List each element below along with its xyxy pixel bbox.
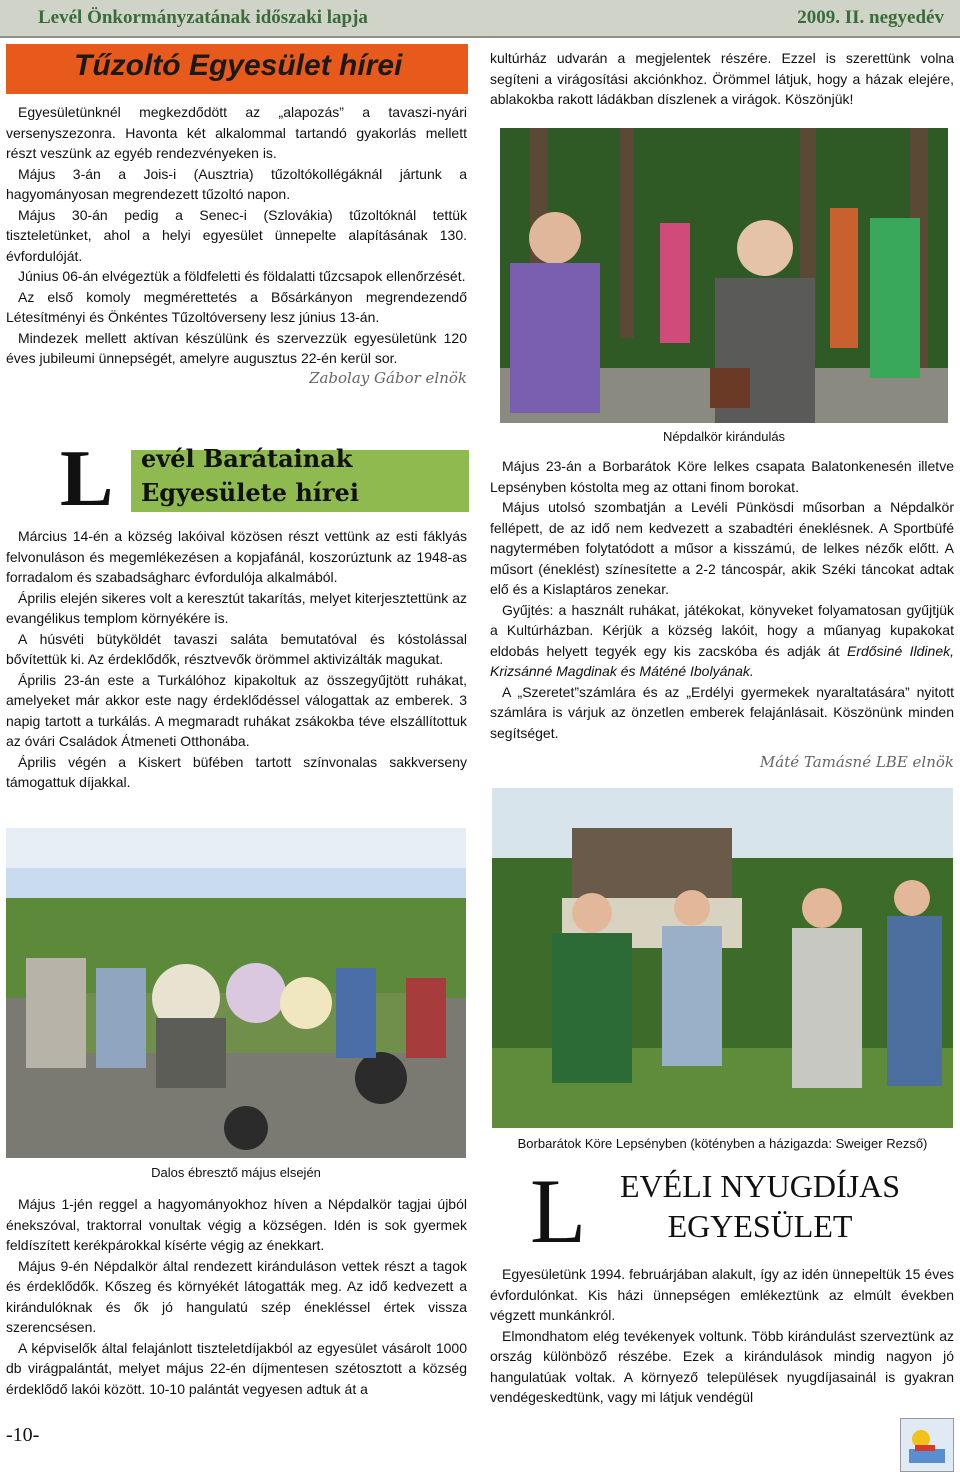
fire-paragraph: Május 3-án a Jois-i (Ausztria) tűzoltókollégáknál jártunk a hagyományosan megrendezett tűzoltó napon. — [6, 165, 467, 202]
pension-title-line1: EVÉLI NYUGDÍJAS — [620, 1168, 900, 1204]
folk-right-top — [490, 48, 954, 110]
pension-title-line2: EGYESÜLET — [667, 1208, 853, 1244]
friends-paragraph: Március 14-én a község lakóival közösen részt vettünk az esti fáklyás felvonuláson és megemlékezésen a kopjafánál, koszorúztunk az 1948-as forradalom és szabadságharc évfordulója alkalmából. — [6, 528, 467, 585]
pension-section-body — [490, 1264, 954, 1408]
photo-wine-friends — [492, 788, 953, 1128]
fire-section-body — [6, 102, 467, 387]
friends-title-line2: Egyesülete hírei — [141, 478, 359, 507]
fire-section-title: Tűzoltó Egyesület hírei — [74, 49, 403, 82]
fire-section-title-bar — [6, 44, 468, 94]
friends-section-body — [6, 526, 467, 793]
publication-title: Levél Önkormányzatának időszaki lapja — [38, 7, 368, 28]
photo-caption-hiking: Népdalkör kirándulás — [662, 429, 786, 444]
folk-paragraph: Május utolsó szombatján a Levéli Pünkösdi műsorban a Népdalkör fellépett, de az idő nem kedvezett a szabadtéri éneklésnek. A Sportbüfé nagytermében folytatódott a műsor a kisszámú, de lelkes nézők előtt. A műsort (éneklést) színesítette a 2-2 táncospár, akik Széki táncokat adtak elő és a Kislaptáros zenekar. — [490, 499, 954, 597]
fire-paragraph: Június 06-án elvégeztük a földfeletti és földalatti tűzcsapok ellenőrzését. — [18, 268, 466, 284]
folk-left-body — [6, 1194, 467, 1399]
photo-caption-tractor: Dalos ébresztő május elsején — [151, 1165, 321, 1180]
friends-paragraph: Április elején sikeres volt a keresztút takarítás, melyet kiterjesztettünk az evangélikus templom környékére is. — [6, 589, 467, 626]
issue-date: 2009. II. negyedév — [797, 7, 944, 28]
photo-hiking — [500, 128, 948, 423]
pension-paragraph: Elmondhatom elég tevékenyek voltunk. Több kirándulást szerveztünk az ország különböző részébe. Ezek a kirándulások mindig nagyon jó hangulatúak voltak. A környező települések nyugdíjasainál is gyakran vendégeskedtünk, vagy mi látjuk vendégül — [490, 1327, 954, 1405]
folk-paragraph: A képviselők által felajánlott tiszteletdíjakból az egyesület vásárolt 1000 db virágpalántát, melyet május 22-én díjmentesen szétosztott a község érdeklődő lakói között. 10-10 palántát vegyesen adtuk át a — [6, 1339, 467, 1397]
pension-title-initial: L — [530, 1160, 587, 1262]
pension-title-text — [590, 1166, 930, 1246]
wine-friends-image — [492, 788, 953, 1128]
hiking-image — [500, 128, 948, 423]
fire-signature: Zabolay Gábor elnök — [309, 368, 467, 387]
pension-section-title — [490, 1160, 955, 1262]
folk-paragraph: Május 1-jén reggel a hagyományokhoz híven a Népdalkör tagjai újból énekszóval, traktorral vonultak végig a községen. Idén is sok gyermek feldíszített kerékpárokkal kísérte végig az énekkart. — [6, 1196, 467, 1253]
fire-paragraph: Az első komoly megmérettetés a Bősárkányon megrendezendő Létesítményi és Önkéntes Tűzoltóverseny lesz június 13-án. — [6, 288, 467, 325]
folk-paragraph: A „Szeretet”számlára és az „Erdélyi gyermekek nyaraltatására” nyitott számlára is várjuk az önzetlen emberek felajánlásait. Köszönünk minden segítséget. — [490, 683, 954, 741]
pension-paragraph: Egyesületünk 1994. februárjában alakult, így az idén ünnepeltük 15 éves évfordulónkat. Kis házi ünnepségen emlékeztünk az elmúlt években végzett munkánkról. — [490, 1266, 954, 1323]
fire-paragraph: Egyesületünknél megkezdődött az „alapozás” a tavaszi-nyári versenyszezonra. Havonta két alkalommal tartandó gyakorlás mellett részt veszünk az egyéb rendezvényeken is. — [6, 104, 467, 161]
folk-signature: Máté Tamásné LBE elnök — [759, 753, 954, 771]
folk-right-body — [490, 456, 954, 771]
folk-paragraph: kultúrház udvarán a megjelentek részére. Ezzel is szerettünk volna segíteni a virágosítási akciónkhoz. Örömmel látjuk, hogy a házak elejére, ablakokba rakott ládákban díszlenek a virágok. Köszönjük! — [490, 50, 954, 107]
friends-title-text — [141, 442, 359, 510]
folk-paragraph: Május 23-án a Borbarátok Köre lelkes csapata Balatonkenesén illetve Lepsényben kóstolta meg az ottani finom borokat. — [490, 458, 954, 495]
tractor-parade-image — [6, 828, 466, 1158]
page-header — [0, 0, 960, 38]
friends-paragraph: A húsvéti bütyköldét tavaszi saláta bemutatóval és kóstolással bővítettük ki. Az érdeklődők, résztvevők örömmel aktivizálták magukat. — [6, 630, 467, 667]
folk-paragraph: Gyűjtés: a használt ruhákat, játékokat, könyveket folyamatosan gyűjtjük a Kultúrházban. Kérjük a község lakóit, hogy a műanyag kupakokat eldobás helyett tegyék egy kis zacskóba és adják át Erdősiné Ildinek, Krizsánné Magdinak és Máténé Ibolyának. — [490, 601, 954, 679]
collectors-names: Erdősiné Ildinek, Krizsánné Magdinak és Máténé Ibolyának. — [490, 642, 954, 679]
folk-paragraph: Május 9-én Népdalkör által rendezett kiránduláson vettek részt a tagok és érdeklődők. Kőszeg és környékét látogatták meg. Az idő kedvezett a kirándulóknak és ők jó hangulatú szép énekléssel értek vissza szerencsésen. — [6, 1257, 467, 1335]
friends-paragraph: Április 23-án este a Turkálóhoz kipakoltuk az összegyűjtött ruhákat, amelyeket már akkor este nagy érdeklődéssel válogattak az emberek. 3 napig tartott a turkálás. A megmaradt ruhákat zsákokba téve elszállítottuk az óvári Családok Átmeneti Otthonába. — [6, 671, 467, 749]
friends-section-title — [6, 435, 468, 523]
friends-title-line1: evél Barátainak — [141, 444, 353, 473]
sun-logo-icon — [901, 1419, 953, 1471]
fire-paragraph: Május 30-án pedig a Senec-i (Szlovákia) tűzoltóknál tettük tiszteletünket, ahol a helyi egyesület ünnepelte alapításának 130. évfordulóját. — [6, 206, 467, 264]
page-number: -10- — [6, 1424, 40, 1446]
photo-tractor-parade — [6, 828, 466, 1158]
friends-title-initial: L — [60, 435, 114, 523]
municipality-logo-icon — [900, 1418, 954, 1472]
friends-paragraph: Április végén a Kiskert büfében tartott színvonalas sakkverseny támogattuk díjakkal. — [6, 753, 467, 790]
fire-paragraph: Mindezek mellett aktívan készülünk és szervezzük egyesületünk 120 éves jubileumi ünnepségét, amelyre augusztus 22-én kerül sor. — [6, 329, 467, 366]
photo-caption-wine: Borbarátok Köre Lepsényben (kötényben a házigazda: Sweiger Rezső) — [517, 1136, 928, 1151]
